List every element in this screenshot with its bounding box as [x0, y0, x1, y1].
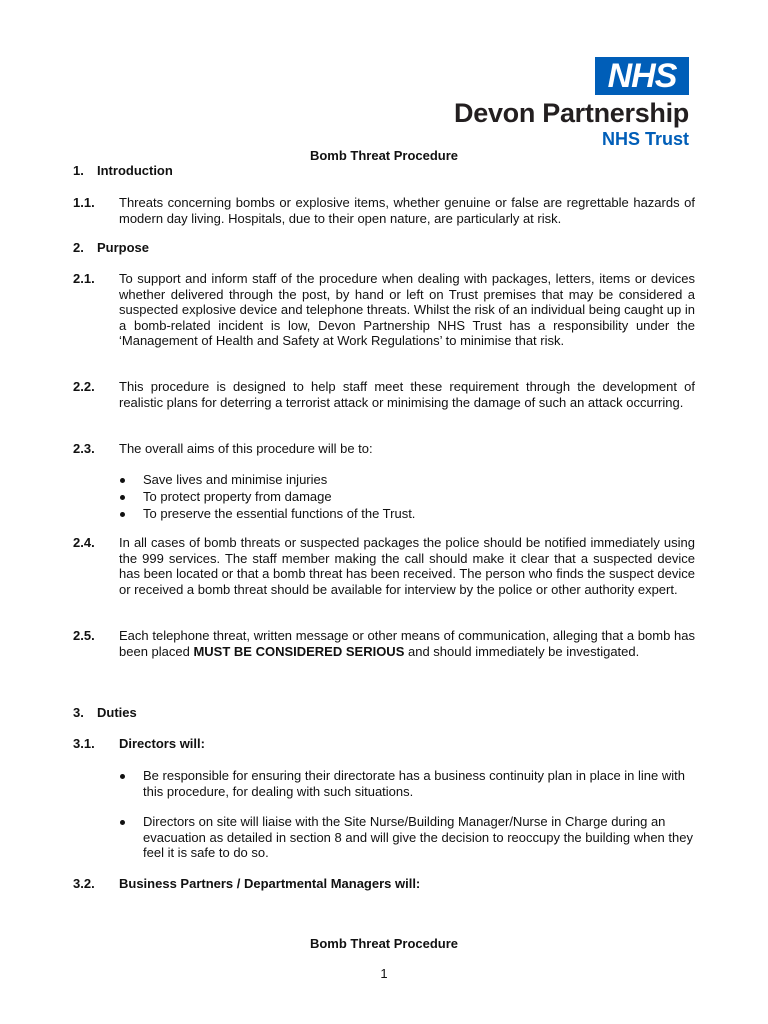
org-name: Devon Partnership: [454, 98, 689, 128]
section-heading-purpose: [73, 240, 149, 256]
subsection-title: Directors will:: [119, 736, 205, 751]
paragraph-number: 2.2.: [73, 379, 95, 394]
section-number: 3.: [73, 705, 84, 720]
paragraph-number: 3.1.: [73, 736, 95, 751]
paragraph-number: 3.2.: [73, 876, 95, 891]
section-heading-duties: [73, 705, 137, 721]
paragraph-number: 2.1.: [73, 271, 95, 286]
nhs-badge: NHS: [595, 57, 689, 95]
emphasis-text: MUST BE CONSIDERED SERIOUS: [193, 643, 405, 659]
paragraph-number: 2.5.: [73, 628, 95, 643]
section-number: 2.: [73, 240, 84, 255]
list-item: Be responsible for ensuring their directorate has a business continuity plan in place in line with this procedure, for dealing with such situations.: [119, 768, 695, 799]
footer-title: Bomb Threat Procedure: [309, 936, 459, 951]
directors-list: [119, 768, 695, 861]
list-item: Save lives and minimise injuries: [119, 472, 695, 488]
list-item: To preserve the essential functions of the Trust.: [119, 506, 695, 522]
section-title: Introduction: [97, 163, 173, 178]
list-item: To protect property from damage: [119, 489, 695, 505]
section-title: Purpose: [97, 240, 150, 255]
paragraph-text: To support and inform staff of the procedure when dealing with packages, letters, items or devices whether delivered through the post, by hand or left on Trust premises that may be considered a suspected explosive device and telephone threats. Whilst the risk of an individual being caught up in a bomb-related incident is low, Devon Partnership NHS Trust has a responsibility under the ‘Management of Health and Safety at Work Regulations’ to minimise that risk.: [119, 271, 695, 348]
paragraph-number: 2.3.: [73, 441, 95, 456]
list-item: Directors on site will liaise with the Site Nurse/Building Manager/Nurse in Charge during an evacuation as detailed in section 8 and will give the decision to reoccupy the building when they feel it is safe to do so.: [119, 814, 695, 861]
text-run: Each telephone threat, written message or other means of communication, alleging that a bomb has been placed: [119, 628, 695, 659]
text-run: and should immediately be investigated.: [404, 643, 640, 659]
paragraph-text: This procedure is designed to help staff meet these requirement through the development of realistic plans for deterring a terrorist attack or minimising the damage of such an attack occurring.: [119, 379, 695, 410]
paragraph-number: 2.4.: [73, 535, 95, 550]
org-subtitle: NHS Trust: [601, 129, 689, 149]
section-title: Duties: [97, 705, 137, 720]
paragraph-number: 1.1.: [73, 195, 95, 210]
page-number: 1: [380, 966, 388, 981]
subsection-title: Business Partners / Departmental Managers will:: [119, 876, 421, 891]
section-heading-introduction: [73, 163, 173, 179]
document-title: Bomb Threat Procedure: [309, 148, 459, 163]
paragraph-text: Threats concerning bombs or explosive items, whether genuine or false are regrettable hazards of modern day living. Hospitals, due to their open nature, are particularly at risk.: [119, 195, 695, 226]
paragraph-text: In all cases of bomb threats or suspected packages the police should be notified immediately using the 999 services. The staff member making the call should make it clear that a suspected device has been located or that a bomb threat has been received. The person who finds the suspect device or received a bomb threat should be available for interview by the police or other authority expert.: [119, 535, 695, 597]
paragraph-text: [119, 628, 695, 659]
section-number: 1.: [73, 163, 84, 178]
aims-list: [119, 472, 695, 522]
nhs-logo: [455, 57, 695, 149]
paragraph-text: The overall aims of this procedure will be to:: [119, 441, 373, 456]
